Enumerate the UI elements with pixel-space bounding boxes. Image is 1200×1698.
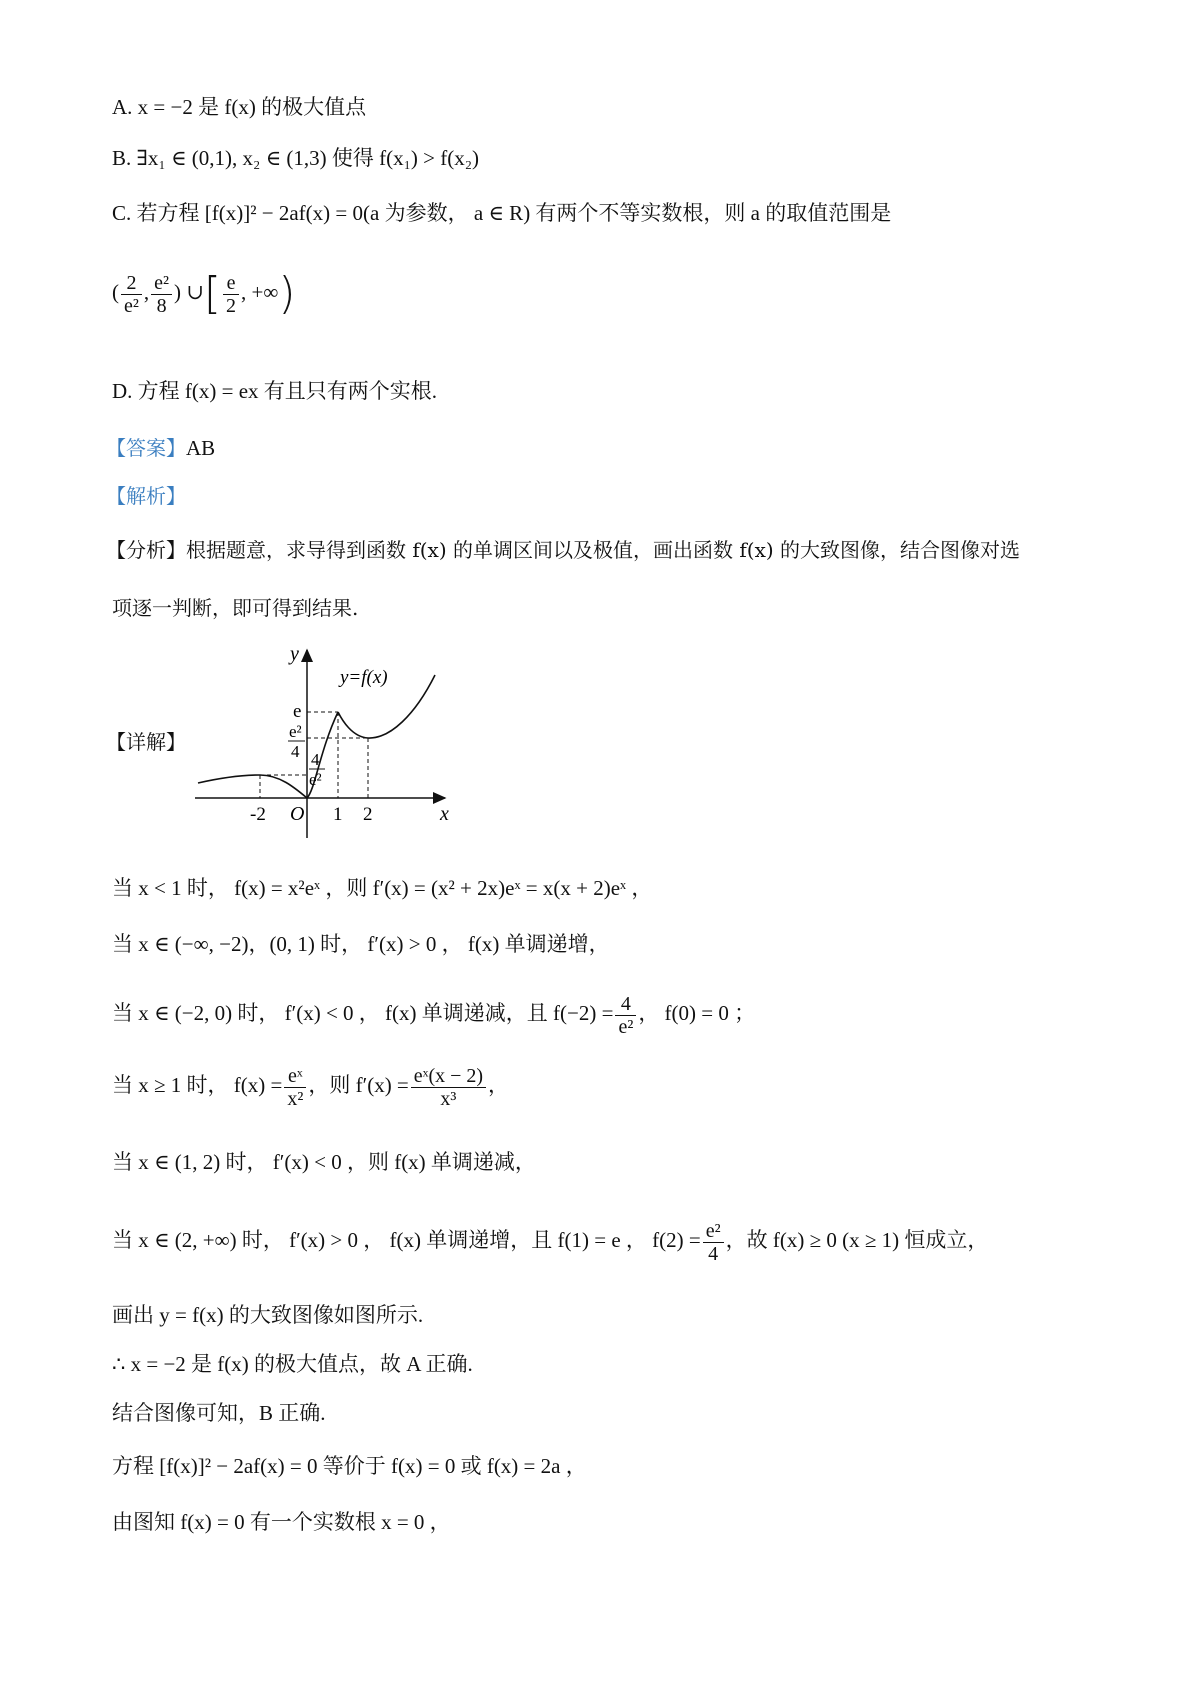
fenxi-text-1: 根据题意，求导得到函数 f(x) 的单调区间以及极值，画出函数 f(x) 的大致图像，结合图像对选 <box>186 538 1021 562</box>
range-union: ) ∪ <box>174 280 204 304</box>
function-graph <box>190 640 460 850</box>
x-axis-label: x <box>440 803 449 825</box>
range-frac-2: $\frac{\text{e²}}{8}$ <box>151 272 172 317</box>
fenxi-line-2: 项逐一判断，即可得到结果. <box>112 596 359 620</box>
tick-e2-num: e² <box>289 722 302 741</box>
step-10: 方程 [f(x)]² − 2af(x) = 0 等价于 f(x) = 0 或 f(x) = 2a ， <box>112 1454 587 1478</box>
range-tail: , +∞ <box>241 280 279 304</box>
step-5: 当 x ∈ (1, 2) 时， f′(x) < 0 ，则 f(x) 单调递减， <box>112 1150 536 1174</box>
range-frac-3: $\frac{e}{2}$ <box>223 272 239 317</box>
tick-e: e <box>293 701 302 722</box>
step-1: 当 x < 1 时， f(x) = x²eˣ ，则 f′(x) = (x² + 2x)eˣ = x(x + 2)eˣ ， <box>112 876 653 900</box>
step-7: 画出 y = f(x) 的大致图像如图所示. <box>112 1303 424 1327</box>
curve-label: y=f(x) <box>340 667 388 688</box>
step-6: 当 x ∈ (2, +∞) 时， f′(x) > 0 ， f(x) 单调递增，且 f(1) = e ， f(2) = $\frac{\text{e²}}{4}$ ，故 f(x) ≥ 0 (x ≥ 1) 恒成立， <box>112 1219 989 1265</box>
answer-tag: 【答案】 <box>106 436 186 460</box>
fenxi-line-1 <box>106 536 1020 564</box>
step-3-frac: $\frac{4}{\text{e²}}$ <box>615 993 636 1038</box>
option-c: C. 若方程 [f(x)]² − 2af(x) = 0(a 为参数， a ∈ R) 有两个不等实数根，则 a 的取值范围是 <box>112 201 892 225</box>
step-4: 当 x ≥ 1 时， f(x) = $\frac{\text{eˣ}}{\text{x²}}$ ，则 f′(x) = $\frac{\text{eˣ(x − 2)}}{\text{x³}}$ ， <box>112 1064 510 1110</box>
tick-2: 2 <box>363 804 373 825</box>
y-axis-label: y <box>290 643 299 665</box>
answer-line <box>106 434 215 462</box>
origin-label: O <box>290 803 305 825</box>
step-2: 当 x ∈ (−∞, −2)，(0, 1) 时， f′(x) > 0 ， f(x) 单调递增， <box>112 932 610 956</box>
tick-e2-den: 4 <box>291 742 300 761</box>
range-open-paren: ( <box>112 280 119 304</box>
fenxi-tag: 【分析】 <box>106 538 186 562</box>
analysis-tag: 【解析】 <box>106 484 186 508</box>
step-3: 当 x ∈ (−2, 0) 时， f′(x) < 0 ， f(x) 单调递减，且 f(−2) = $\frac{4}{\text{e²}}$ ， f(0) = 0 ； <box>112 992 756 1038</box>
answer-value: AB <box>186 436 216 460</box>
tick-neg2: -2 <box>250 804 266 825</box>
step-11: 由图知 f(x) = 0 有一个实数根 x = 0 ， <box>112 1510 451 1534</box>
tick-4e2-num: 4 <box>311 750 320 769</box>
xiangjie-tag: 【详解】 <box>106 730 186 754</box>
step-4-frac-2: $\frac{\text{eˣ(x − 2)}}{\text{x³}}$ <box>411 1065 486 1110</box>
step-6-frac: $\frac{\text{e²}}{4}$ <box>703 1220 724 1265</box>
option-c-range: ( $\frac{2}{\text{e²}}$ , $\frac{\text{e²}}{8}$ ) ∪[ $\frac{e}{2}$ , +∞) <box>112 268 296 320</box>
option-a: A. x = −2 是 f(x) 的极大值点 <box>112 95 367 119</box>
option-d: D. 方程 f(x) = ex 有且只有两个实根. <box>112 379 438 403</box>
left-bracket: [ <box>203 268 222 320</box>
right-paren: ) <box>278 268 296 320</box>
tick-1: 1 <box>333 804 343 825</box>
step-4-frac-1: $\frac{\text{eˣ}}{\text{x²}}$ <box>284 1065 306 1110</box>
range-frac-1: $\frac{2}{\text{e²}}$ <box>121 272 142 317</box>
tick-4e2-den: e² <box>309 770 322 789</box>
option-b: B. ∃x₁ ∈ (0,1), x₂ ∈ (1,3) 使得 f(x₁) > f(x₂) <box>112 146 480 170</box>
step-8: ∴ x = −2 是 f(x) 的极大值点，故 A 正确. <box>112 1352 473 1376</box>
step-9: 结合图像可知，B 正确. <box>112 1401 326 1425</box>
